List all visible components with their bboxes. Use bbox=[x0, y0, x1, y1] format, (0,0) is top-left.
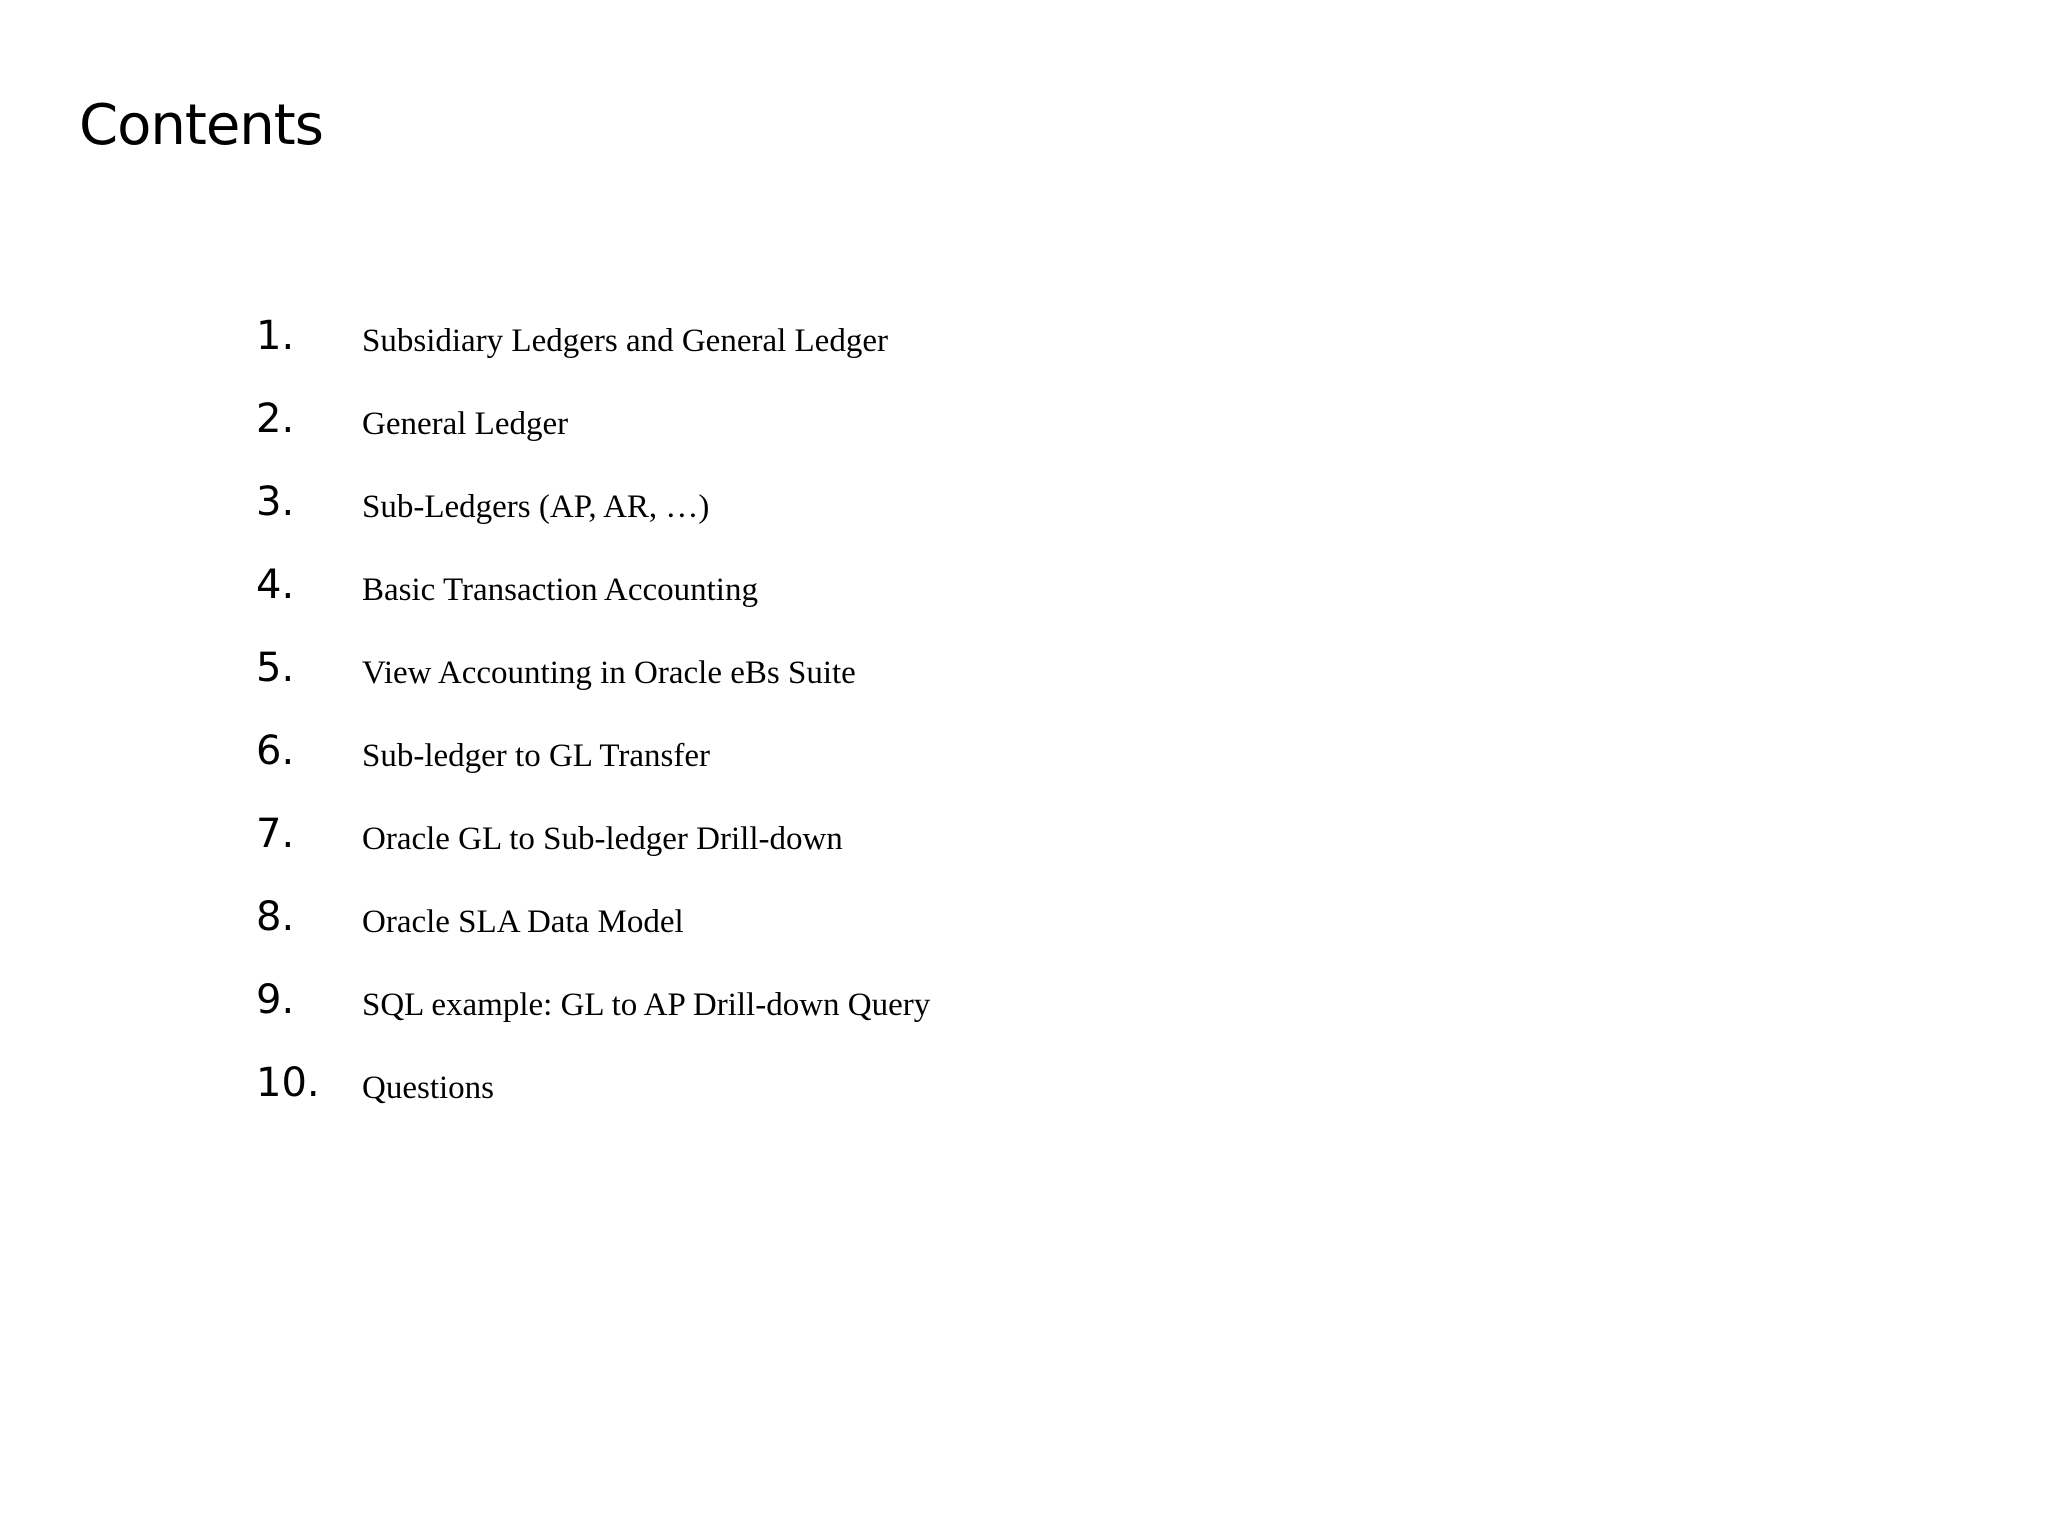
item-label: Oracle SLA Data Model bbox=[362, 904, 684, 940]
list-item bbox=[256, 555, 1256, 638]
list-item bbox=[256, 721, 1256, 804]
item-number: 9. bbox=[256, 977, 295, 1023]
item-label: SQL example: GL to AP Drill-down Query bbox=[362, 987, 931, 1023]
item-number: 3. bbox=[256, 479, 295, 525]
list-item bbox=[256, 970, 1256, 1053]
item-number: 6. bbox=[256, 728, 295, 774]
item-label: General Ledger bbox=[362, 406, 569, 442]
item-number: 8. bbox=[256, 894, 295, 940]
list-item bbox=[256, 804, 1256, 887]
item-number: 1. bbox=[256, 313, 295, 359]
list-item bbox=[256, 1053, 1256, 1136]
item-label: Sub-ledger to GL Transfer bbox=[362, 738, 710, 774]
item-label: Subsidiary Ledgers and General Ledger bbox=[362, 323, 888, 359]
item-label: Basic Transaction Accounting bbox=[362, 572, 758, 608]
item-number: 5. bbox=[256, 645, 295, 691]
item-label: Questions bbox=[362, 1070, 494, 1106]
list-item bbox=[256, 887, 1256, 970]
item-label: View Accounting in Oracle eBs Suite bbox=[362, 655, 856, 691]
item-number: 2. bbox=[256, 396, 295, 442]
item-label: Sub-Ledgers (AP, AR, …) bbox=[362, 489, 710, 525]
item-label: Oracle GL to Sub-ledger Drill-down bbox=[362, 821, 843, 857]
list-item bbox=[256, 389, 1256, 472]
item-number: 7. bbox=[256, 811, 295, 857]
item-number: 4. bbox=[256, 562, 295, 608]
list-item bbox=[256, 638, 1256, 721]
list-item bbox=[256, 472, 1256, 555]
page-title: Contents bbox=[79, 93, 323, 158]
table-of-contents bbox=[256, 306, 1256, 1136]
list-item bbox=[256, 306, 1256, 389]
item-number: 10. bbox=[256, 1060, 320, 1106]
